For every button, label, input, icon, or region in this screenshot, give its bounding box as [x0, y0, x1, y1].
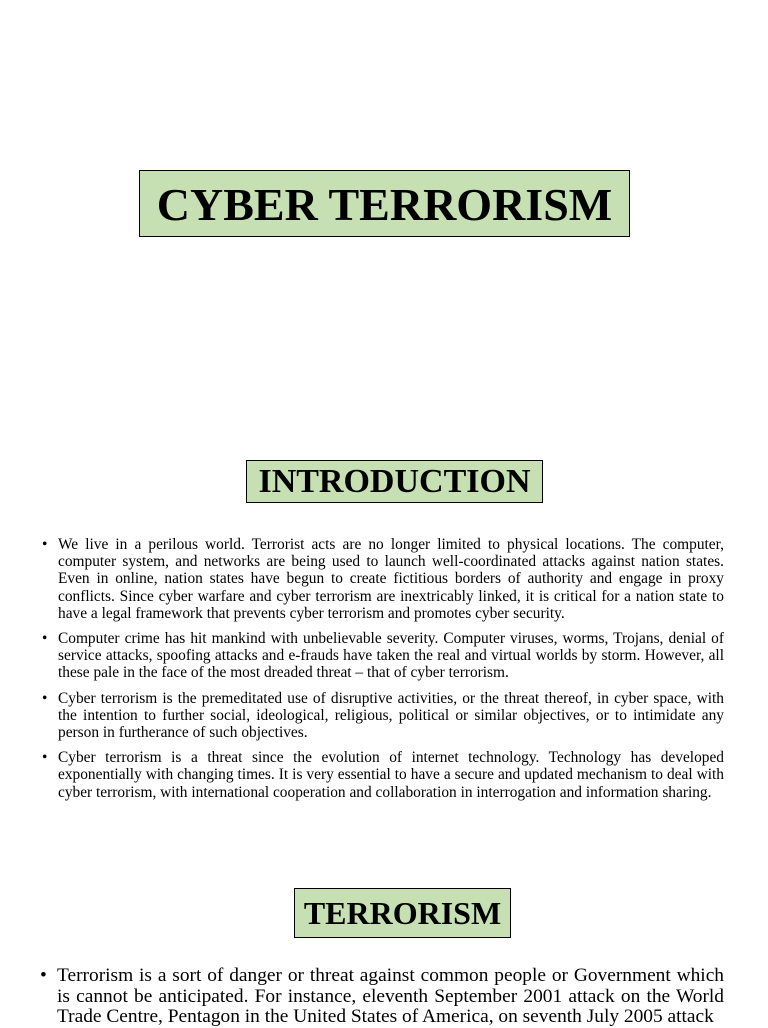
- bullet-marker: •: [42, 749, 48, 767]
- introduction-bullet-list: [42, 536, 724, 809]
- bullet-text: Terrorism is a sort of danger or threat against common people or Government which is cannot be anticipated. For instance, eleventh September 2001 attack on the World Trade Centre, Pentagon in the United States of America, on seventh July 2005 attack: [57, 965, 724, 1027]
- bullet-marker: •: [42, 689, 48, 707]
- list-item: [42, 536, 724, 622]
- list-item: [40, 965, 724, 1028]
- bullet-marker: •: [42, 536, 48, 553]
- bullet-text: We live in a perilous world. Terrorist acts are no longer limited to physical locations. The computer, computer system, and networks are being used to launch well-coordinated attacks against nation states. Even in online, nation states have begun to create fictitious borders of authority and engage in proxy conflicts. Since cyber warfare and cyber terrorism are inextricably linked, it is critical for a nation state to have a legal framework that prevents cyber terrorism and promotes cyber security.: [58, 536, 724, 622]
- terrorism-bullet-list: [40, 965, 724, 1028]
- page-title: CYBER TERRORISM: [139, 170, 630, 237]
- list-item: [42, 689, 724, 742]
- bullet-text: Cyber terrorism is the premeditated use of disruptive activities, or the threat thereof, in cyber space, with the intention to further social, ideological, religious, political or similar objectives, or to intimidate any person in furtherance of such objectives.: [58, 689, 724, 742]
- section-heading-terrorism: TERRORISM: [294, 888, 511, 938]
- bullet-marker: •: [42, 630, 48, 648]
- section-heading-introduction: INTRODUCTION: [246, 460, 543, 503]
- list-item: [42, 630, 724, 682]
- list-item: [42, 749, 724, 801]
- bullet-marker: •: [40, 965, 47, 986]
- bullet-text: Cyber terrorism is a threat since the evolution of internet technology. Technology has developed exponentially with changing times. It is very essential to have a secure and updated mechanism to deal with cyber terrorism, with international cooperation and collaboration in interrogation and information sharing.: [58, 749, 724, 801]
- bullet-text: Computer crime has hit mankind with unbelievable severity. Computer viruses, worms, Trojans, denial of service attacks, spoofing attacks and e-frauds have taken the real and virtual worlds by storm. However, all these pale in the face of the most dreaded threat – that of cyber terrorism.: [58, 630, 724, 682]
